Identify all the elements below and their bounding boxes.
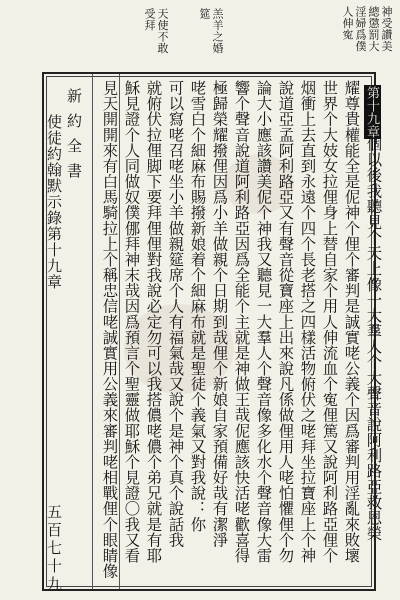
text-frame (42, 72, 383, 594)
book-title: 新約全書 (65, 88, 83, 188)
scripture-page (4, 4, 396, 596)
margin-note-top-middle-1: 羔羊之婚 (211, 8, 224, 54)
body-column-8: 極歸榮耀撥俚因爲小羊做親个日期到哉俚个新娘自家預備好哉有潔淨 (210, 80, 229, 548)
body-column-10: 可以寫咾召咾坐小羊做親筵席个人有福氣哉又說个是神个真个說話我 (166, 80, 185, 548)
body-column-3: 世界个大妓女拉俚身上替自家个用人伸流血个寃俚篤又說阿利路亞俚个 (320, 80, 339, 563)
body-column-12: 穌見證个人同做奴僕㑚拜神末哉因爲預言个聖靈做耶穌个見證〇我又看 (122, 80, 141, 563)
margin-note-top-left-2: 受拜 (143, 8, 156, 31)
margin-note-top-left-1: 天使不敢 (156, 8, 169, 54)
book-section-title: 使徒約翰默示錄第十九章 (45, 114, 63, 290)
body-column-4: 烟衝上去直到永遠个四个長老搭之四樣活物俯伏之咾拜坐拉寶座上个神 (298, 80, 317, 563)
footer-divider (92, 74, 93, 589)
footer-divider (119, 74, 120, 589)
margin-note-top-right-3: 淫婦爲僕 (354, 6, 367, 52)
body-column-7: 響个聲音說道阿利路亞因爲全能个主就是神做王哉伲應該快活咾歡喜得 (232, 80, 251, 563)
margin-note-top-right-4: 人伸寃 (341, 6, 354, 41)
body-column-13: 見天開開來有白馬騎拉上个稱忠信咾誠實用公義來審判咾相戰俚个眼睛像 (100, 80, 119, 579)
chapter-label-box (364, 85, 381, 139)
body-column-11: 就俯伏拉俚脚下要拜俚俚對我說必定勿可以我搭儂咾儂个弟兄就是有耶 (144, 80, 163, 563)
chapter-label: 第十九章 (364, 86, 379, 138)
page-number: 五百七十九 (45, 504, 63, 594)
margin-note-top-right-2: 總懲罰大 (367, 6, 380, 52)
margin-note-top-middle-2: 筵 (198, 8, 211, 20)
margin-note-top-right-1: 神受讚美 (380, 6, 393, 52)
body-column-1: 個以後我聽見个天上像一大羣人个大聲音說阿利路亞救恩榮 (364, 136, 383, 542)
body-column-2: 耀尊貴權能全是伲神个俚个審判是誠實咾公義个因爲審判用淫亂來敗壞 (342, 80, 361, 563)
body-column-9: 咾雪白个細麻布賜撥新娘着个細麻布就是聖徒个義氣又對我說：你 (188, 80, 207, 532)
body-column-5: 說道亞孟阿利路亞又有聲音從寶座上出來說凡係做俚用人咾怕懼俚个勿 (276, 80, 295, 563)
body-column-6: 論大小應該讚美伲个神我又聽見一大羣人个聲音像多化水个聲音像大雷 (254, 80, 273, 563)
